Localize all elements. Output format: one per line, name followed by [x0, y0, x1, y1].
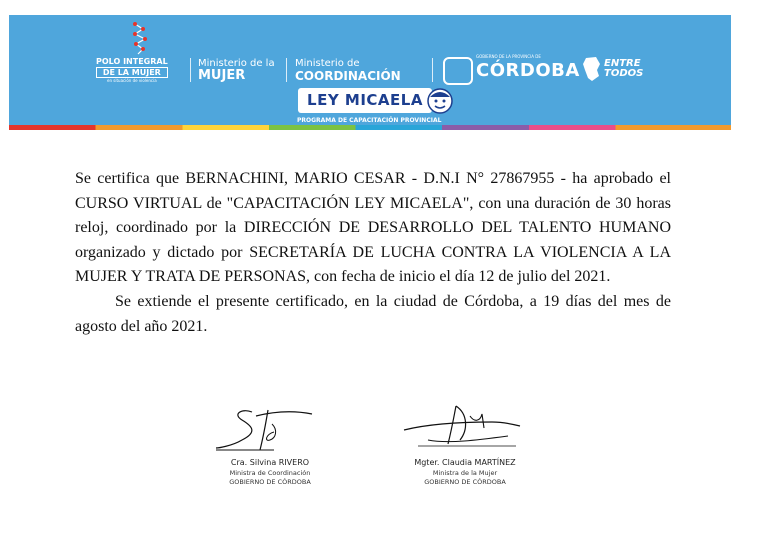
ministerio-mujer-logo [198, 58, 275, 82]
ley-micaela-logo [298, 88, 458, 114]
cordoba-seal-icon [443, 57, 473, 85]
polo-integral-logo-icon [129, 22, 153, 56]
polo-integral-logo-text [96, 57, 168, 84]
ley-micaela-text: LEY MICAELA [298, 88, 432, 113]
cordoba-small-text: GOBIERNO DE LA PROVINCIA DE [476, 54, 541, 59]
logo-separator [432, 58, 433, 82]
polo-line-3: en situación de violencia [107, 78, 157, 83]
signature-2-name: Mgter. Claudia MARTÍNEZ [414, 458, 516, 467]
ministerio-mujer-line-1: Ministerio de la [198, 58, 275, 69]
signature-2-org: GOBIERNO DE CÓRDOBA [424, 478, 506, 486]
logo-separator [286, 58, 287, 82]
signature-2-role: Ministra de la Mujer [432, 469, 498, 477]
signature-martinez [398, 400, 528, 452]
polo-line-2: DE LA MUJER [96, 67, 168, 78]
ministerio-coord-line-2: COORDINACIÓN [295, 69, 401, 83]
polo-line-1: POLO INTEGRAL [96, 57, 168, 66]
cordoba-logo-text: CÓRDOBA [476, 60, 580, 81]
header-color-stripe [9, 125, 731, 130]
signature-1-role: Ministra de Coordinación [229, 469, 311, 477]
ministerio-mujer-line-2: MUJER [198, 68, 246, 83]
cordoba-map-icon [582, 56, 602, 82]
logo-separator [190, 58, 191, 82]
certificate-paragraph-1: Se certifica que BERNACHINI, MARIO CESAR - D.N.I N° 27867955 - ha aprobado el CURSO VIRTUAL de "CAPACITACIÓN LEY MICAELA", con una duración de 30 horas reloj, coordinado por la DIRECCIÓN DE DESARROLLO DEL TALENTO HUMANO organizado y dictado por SECRETARÍA DE LUCHA CONTRA LA VIOLENCIA A LA MUJER Y TRATA DE PERSONAS, con fecha de inicio el día 12 de julio del 2021. [75, 170, 671, 286]
certificate-body [75, 167, 671, 339]
entre-line-2: TODOS [604, 68, 644, 79]
entre-line-1: ENTRE [604, 58, 641, 69]
ministerio-coordinacion-logo [295, 58, 401, 82]
programa-capacitacion-text: PROGRAMA DE CAPACITACIÓN PROVINCIAL [297, 117, 442, 124]
signature-rivero [212, 404, 322, 456]
micaela-face-icon [426, 87, 454, 115]
certificate-paragraph-2: Se extiende el presente certificado, en la ciudad de Córdoba, a 19 días del mes de agosto del año 2021. [75, 292, 671, 335]
ministerio-coord-line-1: Ministerio de [295, 58, 360, 69]
signature-1-name: Cra. Silvina RIVERO [230, 458, 310, 467]
signature-1-org: GOBIERNO DE CÓRDOBA [229, 478, 311, 486]
entre-todos-logo [604, 59, 643, 79]
